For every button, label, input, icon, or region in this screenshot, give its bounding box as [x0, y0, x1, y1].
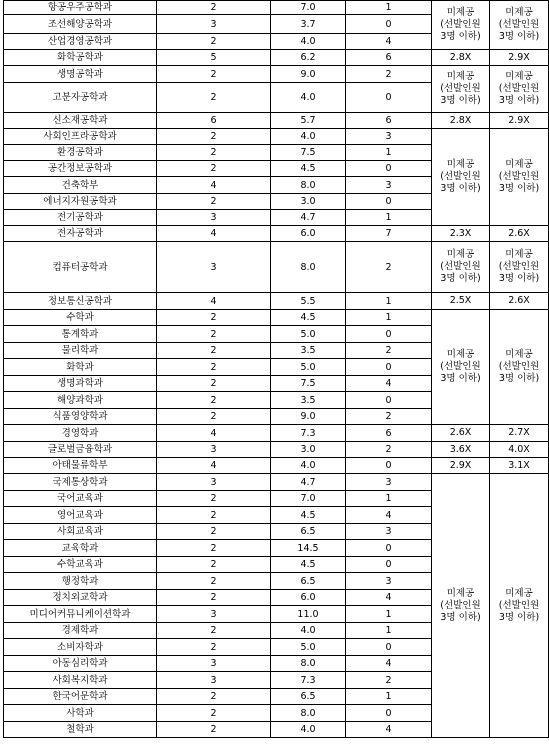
cell-ratio: 4.7: [271, 474, 346, 491]
cell-ratio: 7.5: [271, 376, 346, 392]
cell-ratio: 7.0: [271, 491, 346, 507]
cell-waitlist: 3: [346, 524, 432, 540]
cell-department: 화학과: [4, 359, 157, 376]
cell-waitlist: 4: [346, 376, 432, 392]
cell-department: 전자공학과: [4, 226, 157, 242]
cell-department: 경영학과: [4, 425, 157, 442]
cell-department: 영어교육과: [4, 507, 157, 524]
cell-waitlist: 0: [346, 359, 432, 376]
cell-department: 사회복지학과: [4, 672, 157, 689]
cell-waitlist: 0: [346, 194, 432, 210]
cell-quota: 2: [157, 145, 271, 161]
cell-quota: 2: [157, 161, 271, 177]
cell-department: 항공우주공학과: [4, 1, 157, 15]
cell-ratio: 14.5: [271, 540, 346, 557]
cell-quota: 2: [157, 590, 271, 606]
cell-department: 경제학과: [4, 623, 157, 639]
cell-waitlist: 0: [346, 458, 432, 474]
cell-grade-85: 3.1X: [490, 458, 549, 474]
cell-waitlist: 2: [346, 66, 432, 83]
cell-ratio: 4.0: [271, 34, 346, 50]
cell-ratio: 4.5: [271, 161, 346, 177]
cell-ratio: 6.2: [271, 50, 346, 66]
cell-waitlist: 2: [346, 442, 432, 458]
cell-ratio: 4.5: [271, 507, 346, 524]
cell-quota: 2: [157, 507, 271, 524]
cell-quota: 2: [157, 689, 271, 705]
cell-waitlist: 0: [346, 392, 432, 409]
cell-department: 산업경영공학과: [4, 34, 157, 50]
table-row: [4, 474, 549, 491]
table-row: [4, 458, 549, 474]
cell-waitlist: 2: [346, 672, 432, 689]
cell-grade-70: 미제공 (선발인원 3명 이하): [432, 66, 490, 113]
cell-waitlist: 1: [346, 491, 432, 507]
cell-department: 사학과: [4, 705, 157, 722]
cell-quota: 2: [157, 83, 271, 113]
cell-waitlist: 2: [346, 343, 432, 359]
cell-quota: 2: [157, 376, 271, 392]
cell-quota: 2: [157, 623, 271, 639]
cell-ratio: 5.0: [271, 639, 346, 656]
cell-department: 컴퓨터공학과: [4, 242, 157, 293]
cell-department: 한국어문학과: [4, 689, 157, 705]
cell-department: 국제통상학과: [4, 474, 157, 491]
cell-waitlist: 1: [346, 145, 432, 161]
cell-department: 조선해양공학과: [4, 15, 157, 34]
cell-department: 물리학과: [4, 343, 157, 359]
cell-quota: 2: [157, 524, 271, 540]
cell-ratio: 6.5: [271, 524, 346, 540]
cell-ratio: 9.0: [271, 409, 346, 425]
cell-ratio: 9.0: [271, 66, 346, 83]
cell-quota: 2: [157, 194, 271, 210]
cell-ratio: 8.0: [271, 242, 346, 293]
cell-department: 해양과학과: [4, 392, 157, 409]
cell-grade-70: 2.8X: [432, 113, 490, 129]
cell-quota: 3: [157, 15, 271, 34]
cell-grade-85: 미제공 (선발인원 3명 이하): [490, 129, 549, 226]
cell-quota: 2: [157, 1, 271, 15]
cell-department: 생명과학과: [4, 376, 157, 392]
admissions-table: [3, 0, 549, 738]
cell-quota: 3: [157, 672, 271, 689]
cell-quota: 2: [157, 129, 271, 145]
table-row: [4, 310, 549, 326]
cell-quota: 4: [157, 226, 271, 242]
cell-department: 화학공학과: [4, 50, 157, 66]
cell-quota: 2: [157, 34, 271, 50]
cell-department: 행정학과: [4, 573, 157, 590]
cell-ratio: 4.5: [271, 557, 346, 573]
cell-waitlist: 6: [346, 113, 432, 129]
cell-quota: 2: [157, 573, 271, 590]
cell-quota: 2: [157, 343, 271, 359]
cell-quota: 3: [157, 474, 271, 491]
table-row: [4, 242, 549, 293]
cell-department: 글로벌금융학과: [4, 442, 157, 458]
cell-department: 식품영양학과: [4, 409, 157, 425]
cell-grade-85: 2.6X: [490, 293, 549, 310]
cell-quota: 3: [157, 442, 271, 458]
cell-ratio: 7.3: [271, 425, 346, 442]
cell-ratio: 7.0: [271, 1, 346, 15]
cell-waitlist: 0: [346, 83, 432, 113]
cell-ratio: 4.0: [271, 722, 346, 738]
cell-department: 건축학부: [4, 177, 157, 194]
cell-grade-85: 2.9X: [490, 113, 549, 129]
cell-grade-85: 미제공 (선발인원 3명 이하): [490, 66, 549, 113]
cell-grade-85: 2.6X: [490, 226, 549, 242]
cell-waitlist: 1: [346, 689, 432, 705]
cell-ratio: 5.0: [271, 359, 346, 376]
cell-ratio: 6.5: [271, 689, 346, 705]
cell-ratio: 8.0: [271, 705, 346, 722]
cell-grade-85: 2.7X: [490, 425, 549, 442]
cell-department: 국어교육과: [4, 491, 157, 507]
cell-quota: 3: [157, 242, 271, 293]
cell-waitlist: 2: [346, 242, 432, 293]
cell-ratio: 3.5: [271, 343, 346, 359]
cell-department: 공간정보공학과: [4, 161, 157, 177]
cell-department: 환경공학과: [4, 145, 157, 161]
cell-ratio: 7.3: [271, 672, 346, 689]
cell-grade-70: 미제공 (선발인원 3명 이하): [432, 474, 490, 738]
cell-grade-70: 3.6X: [432, 442, 490, 458]
table-row: [4, 1, 549, 15]
cell-department: 에너지자원공학과: [4, 194, 157, 210]
table-row: [4, 425, 549, 442]
cell-waitlist: 4: [346, 507, 432, 524]
cell-quota: 4: [157, 293, 271, 310]
cell-waitlist: 1: [346, 310, 432, 326]
table-row: [4, 113, 549, 129]
cell-quota: 4: [157, 425, 271, 442]
cell-grade-85: 2.9X: [490, 50, 549, 66]
cell-waitlist: 0: [346, 161, 432, 177]
cell-waitlist: 1: [346, 606, 432, 623]
cell-quota: 2: [157, 705, 271, 722]
cell-waitlist: 1: [346, 293, 432, 310]
cell-waitlist: 0: [346, 15, 432, 34]
cell-quota: 2: [157, 540, 271, 557]
cell-ratio: 4.7: [271, 210, 346, 226]
table-body: [4, 1, 549, 738]
cell-waitlist: 4: [346, 656, 432, 672]
cell-waitlist: 3: [346, 474, 432, 491]
cell-ratio: 3.0: [271, 442, 346, 458]
cell-department: 신소재공학과: [4, 113, 157, 129]
cell-ratio: 8.0: [271, 177, 346, 194]
table-row: [4, 226, 549, 242]
cell-grade-70: 미제공 (선발인원 3명 이하): [432, 1, 490, 50]
cell-waitlist: 1: [346, 623, 432, 639]
cell-department: 사회인프라공학과: [4, 129, 157, 145]
cell-department: 전기공학과: [4, 210, 157, 226]
cell-quota: 3: [157, 210, 271, 226]
cell-waitlist: 1: [346, 1, 432, 15]
cell-waitlist: 3: [346, 177, 432, 194]
cell-department: 수학교육과: [4, 557, 157, 573]
cell-grade-70: 미제공 (선발인원 3명 이하): [432, 242, 490, 293]
cell-ratio: 4.5: [271, 310, 346, 326]
cell-department: 아동심리학과: [4, 656, 157, 672]
cell-ratio: 5.0: [271, 326, 346, 343]
cell-waitlist: 0: [346, 639, 432, 656]
cell-quota: 4: [157, 177, 271, 194]
cell-quota: 2: [157, 557, 271, 573]
cell-quota: 6: [157, 113, 271, 129]
cell-ratio: 4.0: [271, 83, 346, 113]
cell-department: 미디어커뮤니케이션학과: [4, 606, 157, 623]
cell-department: 고분자공학과: [4, 83, 157, 113]
cell-grade-70: 2.8X: [432, 50, 490, 66]
cell-quota: 3: [157, 656, 271, 672]
cell-grade-70: 미제공 (선발인원 3명 이하): [432, 129, 490, 226]
cell-department: 아태물류학부: [4, 458, 157, 474]
cell-department: 정보통신공학과: [4, 293, 157, 310]
cell-ratio: 5.7: [271, 113, 346, 129]
cell-waitlist: 7: [346, 226, 432, 242]
cell-department: 정치외교학과: [4, 590, 157, 606]
table-row: [4, 50, 549, 66]
table-row: [4, 442, 549, 458]
cell-department: 철학과: [4, 722, 157, 738]
cell-ratio: 3.0: [271, 194, 346, 210]
cell-waitlist: 4: [346, 722, 432, 738]
cell-waitlist: 3: [346, 573, 432, 590]
cell-department: 수학과: [4, 310, 157, 326]
cell-waitlist: 1: [346, 210, 432, 226]
cell-quota: 2: [157, 310, 271, 326]
cell-quota: 2: [157, 722, 271, 738]
cell-waitlist: 0: [346, 557, 432, 573]
cell-ratio: 11.0: [271, 606, 346, 623]
cell-ratio: 4.0: [271, 623, 346, 639]
cell-grade-85: 미제공 (선발인원 3명 이하): [490, 1, 549, 50]
cell-department: 생명공학과: [4, 66, 157, 83]
cell-waitlist: 0: [346, 705, 432, 722]
cell-department: 소비자학과: [4, 639, 157, 656]
table-row: [4, 293, 549, 310]
cell-grade-70: 2.9X: [432, 458, 490, 474]
cell-department: 교육학과: [4, 540, 157, 557]
table-row: [4, 66, 549, 83]
cell-ratio: 6.0: [271, 590, 346, 606]
cell-quota: 2: [157, 491, 271, 507]
cell-grade-70: 미제공 (선발인원 3명 이하): [432, 310, 490, 425]
cell-grade-70: 2.3X: [432, 226, 490, 242]
cell-waitlist: 0: [346, 326, 432, 343]
cell-waitlist: 6: [346, 50, 432, 66]
cell-ratio: 7.5: [271, 145, 346, 161]
cell-grade-85: 미제공 (선발인원 3명 이하): [490, 474, 549, 738]
cell-quota: 2: [157, 639, 271, 656]
cell-grade-85: 미제공 (선발인원 3명 이하): [490, 242, 549, 293]
cell-grade-85: 4.0X: [490, 442, 549, 458]
cell-waitlist: 4: [346, 590, 432, 606]
cell-quota: 2: [157, 326, 271, 343]
cell-ratio: 6.5: [271, 573, 346, 590]
cell-ratio: 5.5: [271, 293, 346, 310]
cell-ratio: 3.5: [271, 392, 346, 409]
cell-waitlist: 0: [346, 540, 432, 557]
cell-quota: 2: [157, 392, 271, 409]
cell-quota: 2: [157, 66, 271, 83]
cell-ratio: 6.0: [271, 226, 346, 242]
table-row: [4, 129, 549, 145]
cell-quota: 4: [157, 458, 271, 474]
cell-quota: 5: [157, 50, 271, 66]
cell-ratio: 4.0: [271, 458, 346, 474]
cell-department: 통계학과: [4, 326, 157, 343]
cell-department: 사회교육과: [4, 524, 157, 540]
cell-quota: 2: [157, 359, 271, 376]
cell-grade-85: 미제공 (선발인원 3명 이하): [490, 310, 549, 425]
cell-waitlist: 6: [346, 425, 432, 442]
cell-grade-70: 2.5X: [432, 293, 490, 310]
cell-waitlist: 4: [346, 34, 432, 50]
cell-grade-70: 2.6X: [432, 425, 490, 442]
cell-waitlist: 3: [346, 129, 432, 145]
cell-quota: 2: [157, 409, 271, 425]
cell-quota: 3: [157, 606, 271, 623]
cell-ratio: 3.7: [271, 15, 346, 34]
cell-waitlist: 2: [346, 409, 432, 425]
cell-ratio: 4.0: [271, 129, 346, 145]
cell-ratio: 8.0: [271, 656, 346, 672]
